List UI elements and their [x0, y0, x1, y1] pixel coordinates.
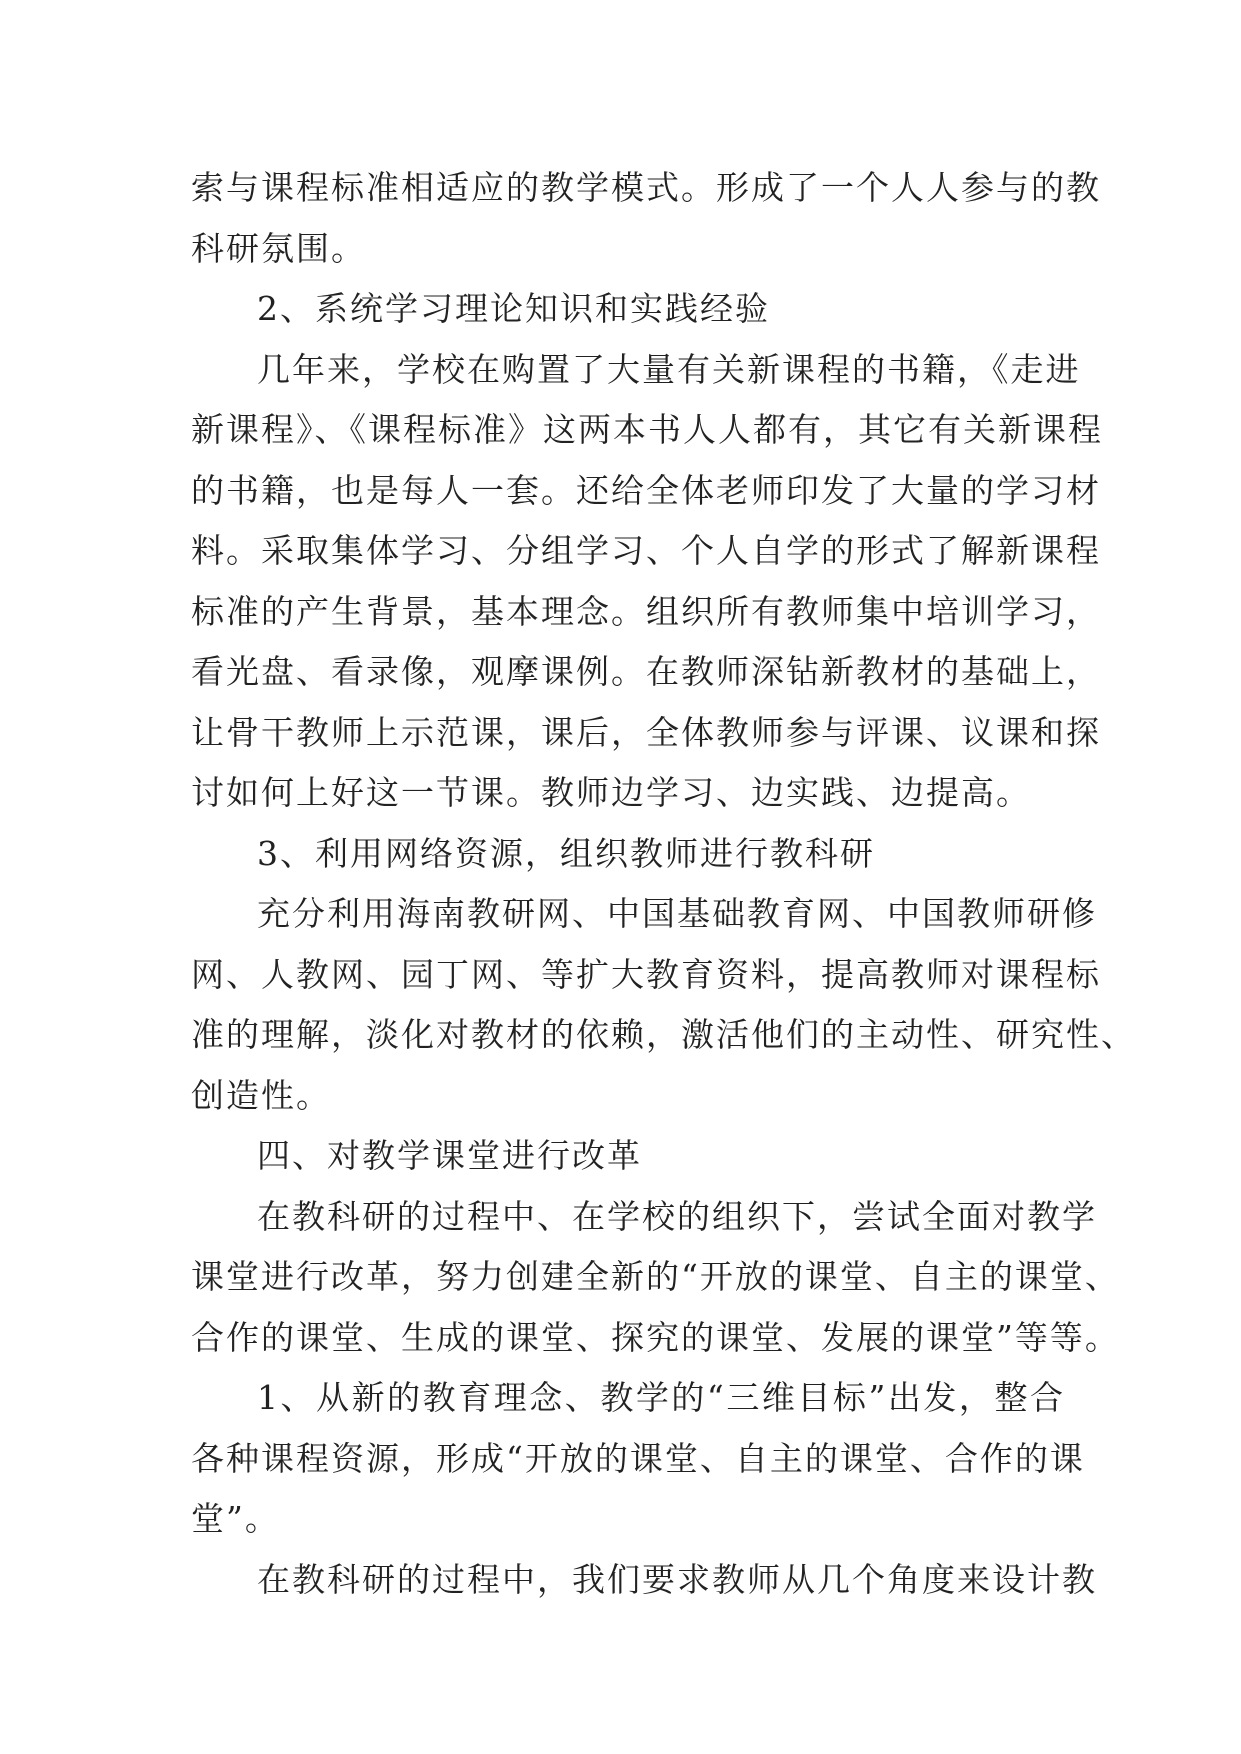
- section-heading: 2、系统学习理论知识和实践经验: [257, 289, 770, 328]
- text-line: 在教科研的过程中、在学校的组织下，尝试全面对教学: [257, 1196, 1097, 1236]
- text-line: 合作的课堂、生成的课堂、探究的课堂、发展的课堂”等等。: [191, 1317, 1120, 1357]
- document-body: [191, 158, 1136, 1610]
- text-line: 料。采取集体学习、分组学习、个人自学的形式了解新课程: [191, 531, 1101, 570]
- text-line: 科研氛围。: [191, 228, 366, 268]
- text-line: 准的理解，淡化对教材的依赖，激活他们的主动性、研究性、: [191, 1015, 1136, 1054]
- text-line: 创造性。: [191, 1075, 331, 1115]
- text-line: 几年来，学校在购置了大量有关新课程的书籍，《走进: [257, 349, 1081, 389]
- section-heading: 四、对教学课堂进行改革: [257, 1136, 642, 1175]
- text-line: 充分利用海南教研网、中国基础教育网、中国教师研修: [257, 894, 1097, 933]
- text-line: 标准的产生背景，基本理念。组织所有教师集中培训学习，: [191, 591, 1101, 631]
- text-line: 各种课程资源，形成“开放的课堂、自主的课堂、合作的课: [191, 1438, 1085, 1478]
- text-line: 讨如何上好这一节课。教师边学习、边实践、边提高。: [191, 773, 1031, 812]
- text-line: 让骨干教师上示范课，课后，全体教师参与评课、议课和探: [191, 712, 1101, 752]
- text-line: 堂”。: [191, 1499, 280, 1538]
- text-line: 的书籍，也是每人一套。还给全体老师印发了大量的学习材: [191, 470, 1101, 510]
- text-line: 课堂进行改革，努力创建全新的“开放的课堂、自主的课堂、: [191, 1257, 1120, 1296]
- text-line: 索与课程标准相适应的教学模式。形成了一个人人参与的教: [191, 168, 1101, 207]
- text-line: 网、人教网、园丁网、等扩大教育资料，提高教师对课程标: [191, 954, 1101, 994]
- section-heading: 3、利用网络资源，组织教师进行教科研: [257, 833, 875, 873]
- text-line: 在教科研的过程中，我们要求教师从几个角度来设计教: [257, 1559, 1097, 1599]
- text-line: 新课程》、《课程标准》这两本书人人都有，其它有关新课程: [191, 410, 1103, 449]
- text-line: 看光盘、看录像，观摩课例。在教师深钻新教材的基础上，: [191, 652, 1101, 691]
- section-heading: 1、从新的教育理念、教学的“三维目标”出发，整合: [257, 1378, 1065, 1417]
